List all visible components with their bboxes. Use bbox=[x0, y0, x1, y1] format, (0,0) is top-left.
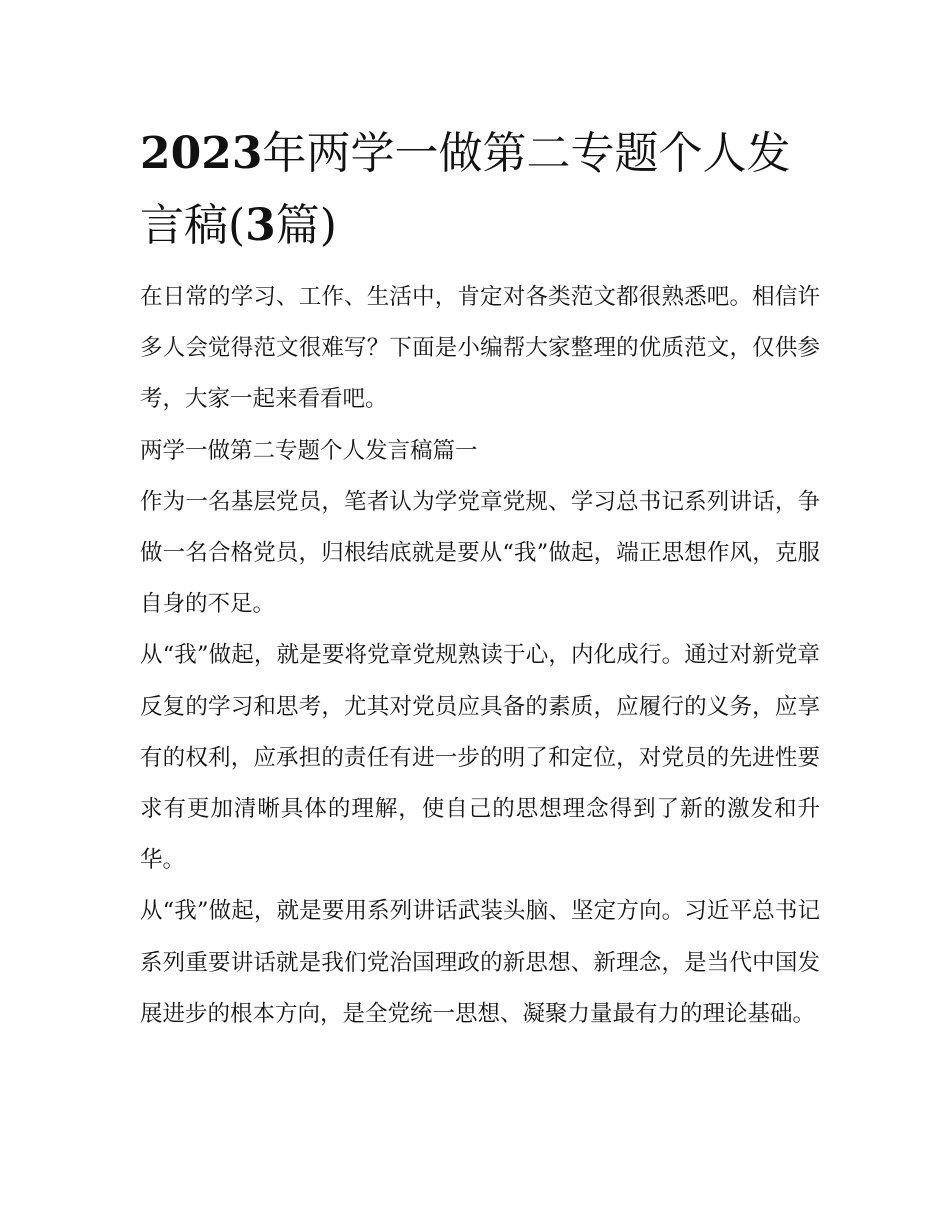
title-count: 3 bbox=[245, 200, 276, 251]
body-paragraph: 作为一名基层党员，笔者认为学党章党规、学习总书记系列讲话，争做一名合格党员，归根结底就是要从“我”做起，端正思想作风，克服自身的不足。 bbox=[140, 488, 820, 618]
document-content bbox=[140, 118, 820, 1040]
section-heading: 两学一做第二专题个人发言稿篇一 bbox=[140, 437, 478, 464]
body-paragraph: 从“我”做起，就是要用系列讲话武装头脑、坚定方向。习近平总书记系列重要讲话就是我们党治国理政的新思想、新理念，是当代中国发展进步的根本方向，是全党统一思想、凝聚力量最有力的理论基础。 bbox=[140, 898, 820, 1027]
document-title bbox=[140, 118, 820, 262]
title-end: 篇) bbox=[275, 200, 337, 251]
title-year: 2023 bbox=[140, 128, 263, 179]
document-body bbox=[140, 272, 820, 1040]
title-text: 年两学一做第二专题个人发言稿( bbox=[140, 128, 791, 251]
body-paragraph: 从“我”做起，就是要将党章党规熟读于心，内化成行。通过对新党章反复的学习和思考，尤其对党员应具备的素质，应履行的义务，应享有的权利，应承担的责任有进一步的明了和定位，对党员的先进性要求有更加清晰具体的理解，使自己的思想理念得到了新的激发和升华。 bbox=[140, 642, 820, 874]
intro-paragraph: 在日常的学习、工作、生活中，肯定对各类范文都很熟悉吧。相信许多人会觉得范文很难写？下面是小编帮大家整理的优质范文，仅供参考，大家一起来看看吧。 bbox=[140, 284, 820, 413]
